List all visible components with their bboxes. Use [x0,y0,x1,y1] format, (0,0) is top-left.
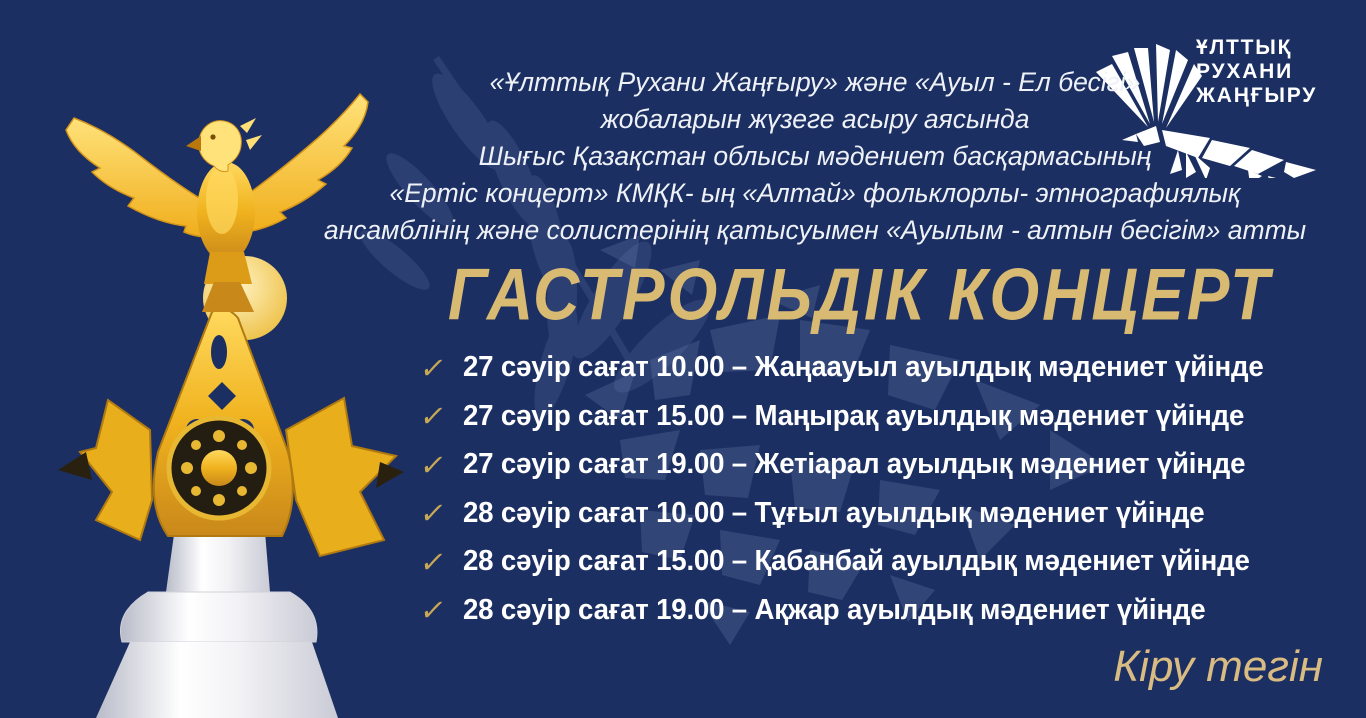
schedule-item-text: 28 сәуір сағат 19.00 – Ақжар ауылдық мәдениет үйінде [463,593,1206,626]
schedule-item [417,544,1288,579]
schedule-item-text: 27 сәуір сағат 10.00 – Жаңаауыл ауылдық мәдениет үйінде [463,351,1264,383]
intro-line: жобаларын жүзеге асыру аясында [600,104,1030,134]
checkmark-icon: ✓ [417,544,449,579]
intro-line: «Ұлттық Рухани Жаңғыру» және «Ауыл - Ел бесігі» [489,67,1141,97]
schedule-item [417,350,1288,385]
intro-line: Шығыс Қазақстан облысы мәдениет басқармасының [478,141,1152,171]
free-entry-note: Кіру тегін [1113,642,1323,691]
checkmark-icon: ✓ [417,496,449,530]
schedule-item [417,593,1288,628]
schedule-item [417,399,1288,434]
checkmark-icon: ✓ [417,399,449,433]
intro-line: «Ертіс концерт» КМҚК- ың «Алтай» фольклорлы- этнографиялық [389,178,1241,208]
checkmark-icon: ✓ [417,593,449,627]
schedule-item-text: 28 сәуір сағат 10.00 – Тұғыл ауылдық мәдениет үйінде [463,496,1205,529]
logo-text-line: ЖАҢҒЫРУ [1196,84,1318,107]
checkmark-icon: ✓ [417,350,449,385]
checkmark-icon: ✓ [417,447,449,482]
schedule-item-text: 28 сәуір сағат 15.00 – Қабанбай ауылдық мәдениет үйінде [463,545,1250,577]
schedule-item [417,496,1288,531]
poster-title: ГАСТРОЛЬДІК КОНЦЕРТ [447,253,1273,336]
schedule-item [417,447,1288,482]
logo-text-line: РУХАНИ [1196,60,1294,83]
logo-text-line: ҰЛТТЫҚ [1196,36,1293,59]
schedule-item-text: 27 сәуір сағат 19.00 – Жетіарал ауылдық мәдениет үйінде [463,448,1246,480]
intro-line: ансамблінің және солистерінің қатысуымен «Ауылым - алтын бесігім» атты [323,215,1307,245]
intro-text [305,64,1325,249]
schedule-item-text: 27 сәуір сағат 15.00 – Маңырақ ауылдық мәдениет үйінде [463,399,1245,432]
schedule-list [417,350,1288,641]
